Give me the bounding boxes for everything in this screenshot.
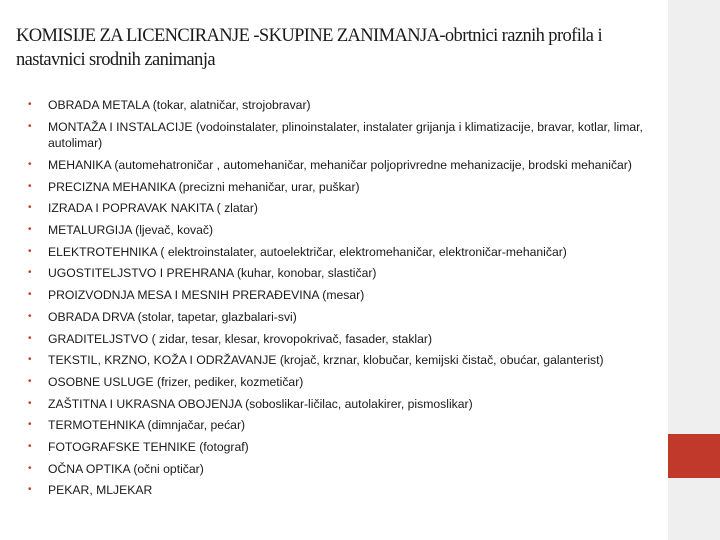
list-item — [28, 287, 658, 303]
bullet-icon: • — [28, 354, 32, 366]
list-item — [28, 200, 658, 216]
list-item — [28, 417, 658, 433]
list-item — [28, 222, 658, 238]
list-item — [28, 439, 658, 455]
bullet-icon: • — [28, 180, 32, 192]
list-item-text: UGOSTITELJSTVO I PREHRANA (kuhar, konobar, slastičar) — [48, 266, 377, 281]
bullet-icon: • — [28, 245, 32, 257]
bullet-icon: • — [28, 202, 32, 214]
list-item-text: TERMOTEHNIKA (dimnjačar, pećar) — [48, 418, 246, 433]
bullet-icon: • — [28, 224, 32, 236]
list-item-text: MONTAŽA I INSTALACIJE (vodoinstalater, plinoinstalater, instalater grijanja i klimatizacije, bravar, kotlar, limar, autolimar) — [48, 119, 643, 150]
list-item — [28, 309, 658, 325]
bullet-icon: • — [28, 332, 32, 344]
list-item-text: PRECIZNA MEHANIKA (precizni mehaničar, urar, puškar) — [48, 179, 360, 194]
slide-title: KOMISIJE ZA LICENCIRANJE -SKUPINE ZANIMANJA-obrtnici raznih profila i nastavnici srodnih zanimanja — [16, 26, 602, 70]
list-item-text: IZRADA I POPRAVAK NAKITA ( zlatar) — [48, 201, 258, 216]
list-item — [28, 461, 658, 477]
list-item-text: FOTOGRAFSKE TEHNIKE (fotograf) — [48, 439, 249, 454]
list-item-text: OBRADA METALA (tokar, alatničar, strojobravar) — [48, 98, 311, 112]
list-item — [28, 265, 658, 281]
list-item — [28, 331, 658, 347]
list-item — [28, 97, 658, 113]
bullet-icon: • — [28, 267, 32, 279]
list-item — [28, 396, 658, 412]
bullet-icon: • — [28, 419, 32, 431]
list-item-text: TEKSTIL, KRZNO, KOŽA I ODRŽAVANJE (krojač, krznar, klobučar, kemijski čistač, obućar, galanterist) — [48, 353, 604, 368]
list-item-text: OBRADA DRVA (stolar, tapetar, glazbalari-svi) — [48, 309, 297, 324]
list-item — [28, 244, 658, 260]
list-item-text: OČNA OPTIKA (očni optičar) — [48, 461, 204, 476]
bullet-icon: • — [28, 120, 32, 132]
bullet-icon: • — [28, 375, 32, 387]
bullet-icon: • — [28, 310, 32, 322]
bullet-icon: • — [28, 462, 32, 474]
bullet-icon: • — [28, 99, 32, 110]
bullet-icon: • — [28, 440, 32, 452]
bullet-icon: • — [28, 484, 32, 496]
list-item-text: ZAŠTITNA I UKRASNA OBOJENJA (soboslikar-ličilac, autolakirer, pismoslikar) — [48, 396, 473, 411]
bullet-icon: • — [28, 397, 32, 409]
list-item — [28, 179, 658, 195]
accent-bar — [668, 434, 720, 478]
list-item — [28, 352, 658, 368]
bullet-icon: • — [28, 158, 32, 170]
list-item — [28, 374, 658, 390]
list-item-text: ELEKTROTEHNIKA ( elektroinstalater, autoelektričar, elektromehaničar, elektroničar-mehaničar) — [48, 244, 567, 259]
list-item-text: OSOBNE USLUGE (frizer, pediker, kozmetičar) — [48, 374, 304, 389]
list-item-text: MEHANIKA (automehatroničar , automehaničar, mehaničar poljoprivredne mehanizacije, brodski mehaničar) — [48, 157, 632, 172]
list-item-text: PEKAR, MLJEKAR — [48, 483, 153, 498]
list-item — [28, 157, 658, 173]
list-item — [28, 119, 658, 151]
occupation-list — [28, 97, 658, 504]
bullet-icon: • — [28, 289, 32, 301]
list-item — [28, 482, 658, 498]
list-item-text: METALURGIJA (ljevač, kovač) — [48, 223, 214, 238]
list-item-text: GRADITELJSTVO ( zidar, tesar, klesar, krovopokrivač, fasader, staklar) — [48, 331, 433, 346]
list-item-text: PROIZVODNJA MESA I MESNIH PRERAĐEVINA (mesar) — [48, 288, 365, 303]
